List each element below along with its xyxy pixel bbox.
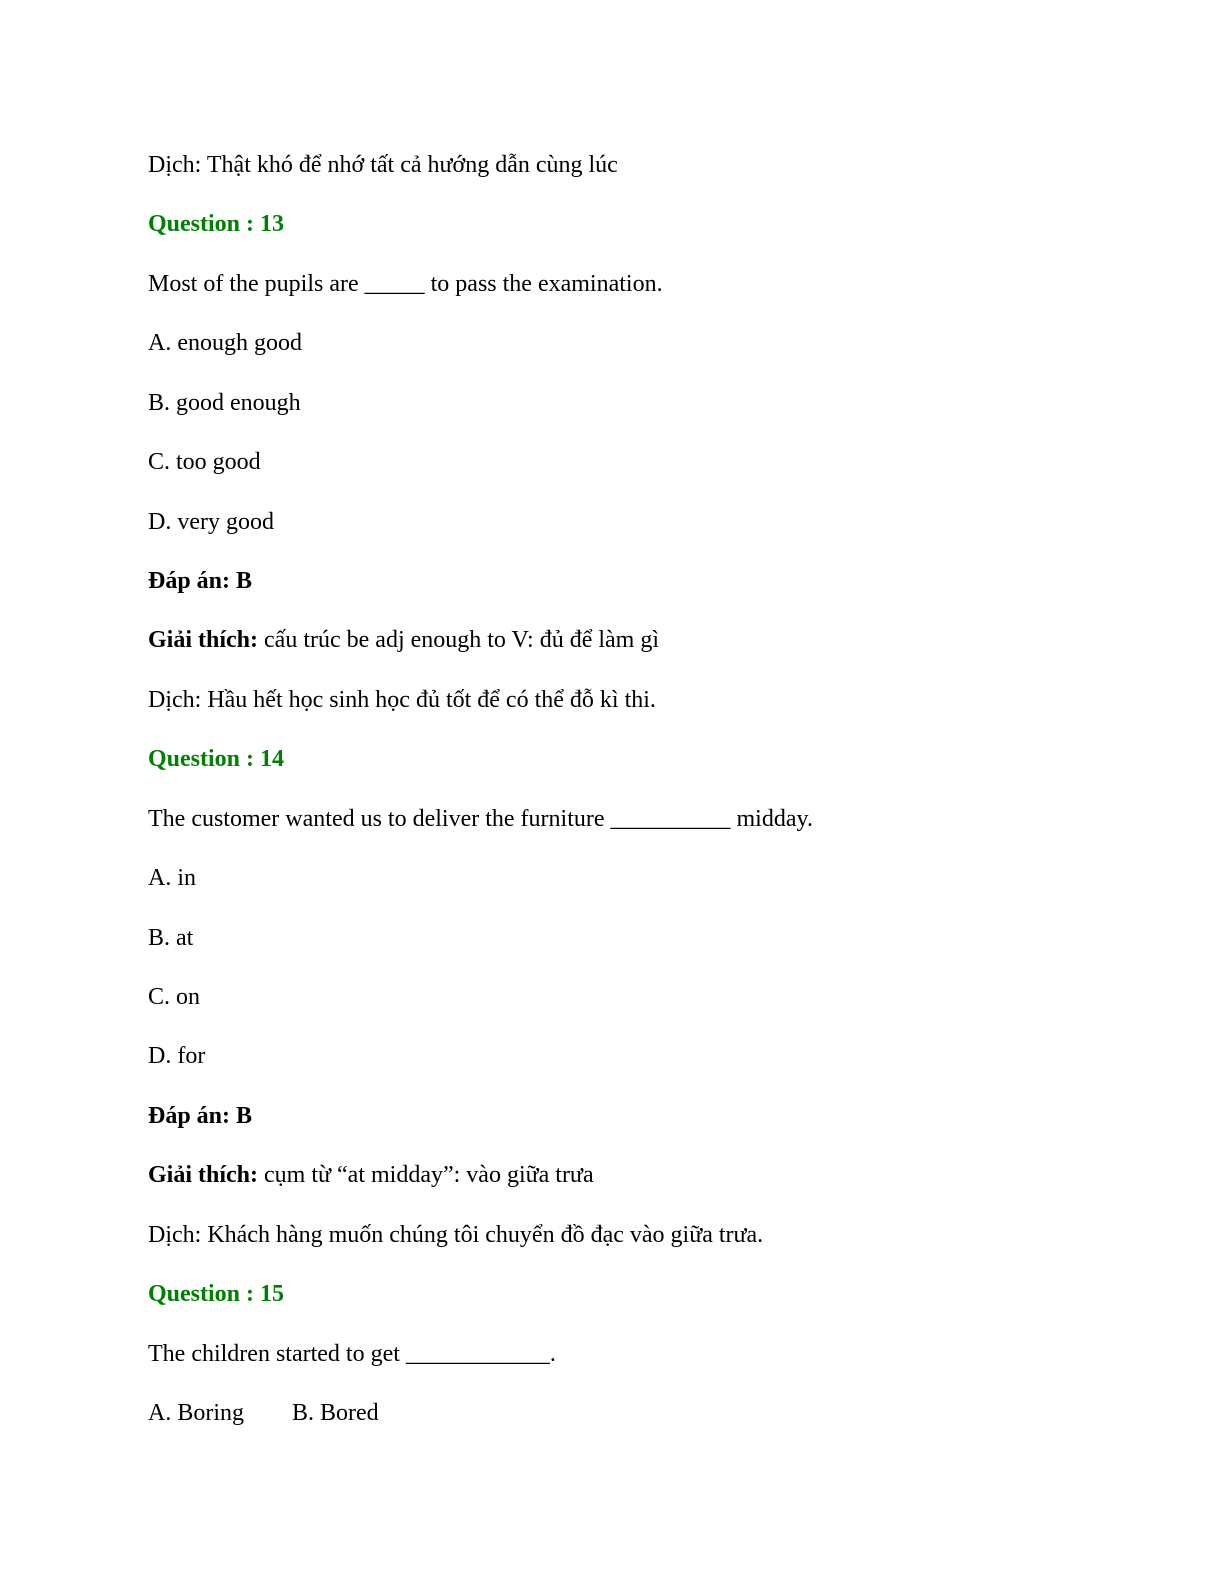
- question-14-title: Question : 14: [148, 746, 285, 772]
- q13-explain-label: Giải thích:: [148, 627, 259, 653]
- q14-option-b: B. at: [148, 925, 194, 951]
- q14-option-a: A. in: [148, 865, 196, 891]
- q14-option-c: C. on: [148, 984, 201, 1010]
- question-13-stem: Most of the pupils are _____ to pass the examination.: [148, 271, 663, 297]
- q13-option-a: A. enough good: [148, 330, 302, 356]
- q14-explain-label: Giải thích:: [148, 1162, 259, 1188]
- q13-explanation: [148, 626, 659, 654]
- q13-option-b: B. good enough: [148, 390, 301, 416]
- q13-explain-text: cấu trúc be adj enough to V: đủ để làm gì: [258, 627, 660, 653]
- q14-explain-text: cụm từ “at midday”: vào giữa trưa: [258, 1162, 594, 1188]
- question-13-title: Question : 13: [148, 211, 285, 237]
- question-14-stem: The customer wanted us to deliver the furniture __________ midday.: [148, 806, 813, 832]
- q13-answer: Đáp án: B: [148, 568, 253, 594]
- q15-option-a: A. Boring: [148, 1400, 244, 1426]
- q15-option-b: B. Bored: [292, 1400, 379, 1426]
- q15-options-row: [148, 1399, 379, 1427]
- q14-translation: Dịch: Khách hàng muốn chúng tôi chuyển đồ đạc vào giữa trưa.: [148, 1222, 764, 1248]
- q13-translation: Dịch: Hầu hết học sinh học đủ tốt để có thể đỗ kì thi.: [148, 687, 656, 713]
- question-15-stem: The children started to get ____________.: [148, 1341, 556, 1367]
- question-15-title: Question : 15: [148, 1281, 285, 1307]
- translation-q12: Dịch: Thật khó để nhớ tất cả hướng dẫn cùng lúc: [148, 152, 618, 178]
- q13-option-c: C. too good: [148, 449, 261, 475]
- q14-option-d: D. for: [148, 1043, 206, 1069]
- q14-answer: Đáp án: B: [148, 1103, 253, 1129]
- q14-explanation: [148, 1161, 594, 1189]
- q13-option-d: D. very good: [148, 509, 274, 535]
